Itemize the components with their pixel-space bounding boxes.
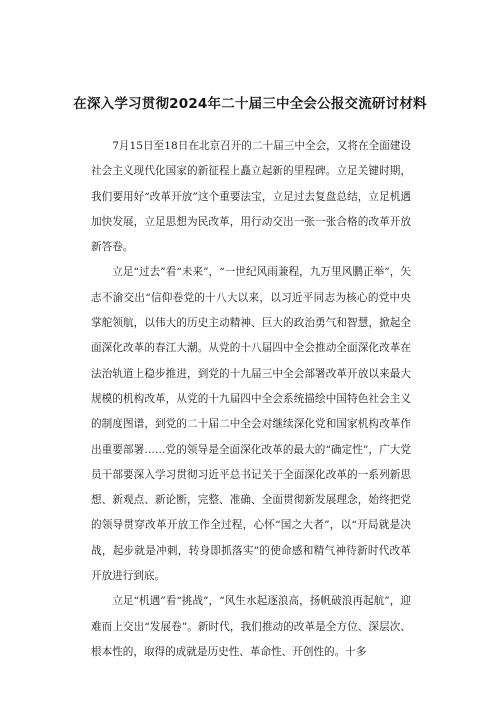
paragraph-3: 立足“机遇”看“挑战”，“风生水起逐浪高，扬帆破浪再起航”，迎难而上交出“发展卷”。新时代，我们推动的改革是全方位、深层次、根本性的，取得的成就是历史性、革命性、开创性的。十多 [91,595,411,658]
document-body [91,134,411,665]
paragraph-2: 立足“过去”看“未来”，“一世纪风雨兼程，九万里风鹏正举”，矢志不渝交出“信仰卷党的十八大以来，以习近平同志为核心的党中央掌舵领航，以伟大的历史主动精神、巨大的政治勇气和智慧，掀起全面深化改革的春江大潮。从党的十八届四中全会推动全面深化改革在法治轨道上稳步推进，到党的十九届三中全会部署改革开放以来最大规模的机构改革，从党的十九届四中全会系统描绘中国特色社会主义的制度图谱，到党的二十届二中全会对继续深化党和国家机构改革作出重要部署……党的领导是全面深化改革的最大的“确定性”，广大党员干部要深入学习贯彻习近平总书记关于全面深化改革的一系列新思想、新观点、新论断，完整、准确、全面贯彻新发展理念，始终把党的领导贯穿改革开放工作全过程，心怀“国之大者”，以“开局就是决战，起步就是冲刺，转身即抓落实”的使命感和精气神待新时代改革开放进行到底。 [91,266,411,583]
document-title: 在深入学习贯彻2024年二十届三中全会公报交流研讨材料 [73,96,427,112]
paragraph-1: 7月15日至18日在北京召开的二十届三中全会，又将在全面建设社会主义现代化国家的新征程上矗立起新的里程碑。立足关键时期，我们要用好“改革开放”这个重要法宝，立足过去复盘总结，立足机遇加快发展，立足思想为民改革，用行动交出一张一张合格的改革开放新答卷。 [91,140,411,254]
